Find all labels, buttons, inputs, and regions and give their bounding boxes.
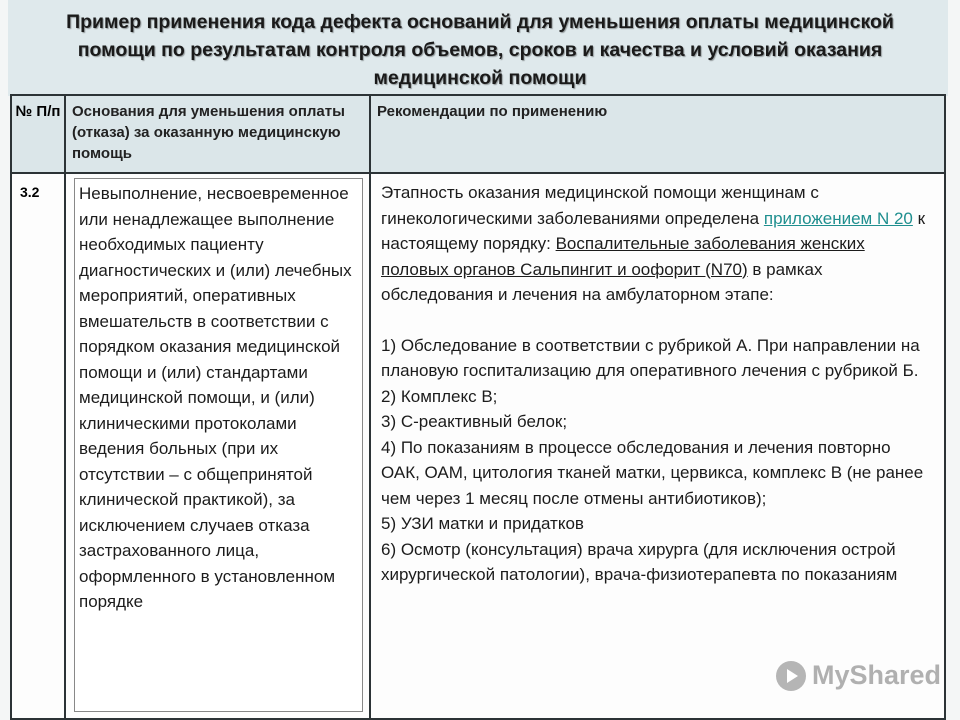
basis-text-box: [74, 178, 363, 712]
paragraph-gap: [381, 308, 934, 333]
basis-text: Невыполнение, несвоевременное или ненадлежащее выполнение необходимых пациенту диагностических и (или) лечебных мероприятий, оперативных вмешательств в соответствии с порядком оказания медицинской помощи и (или) стандартами медицинской помощи, и (или) клиническими протоколами ведения больных (при их отсутствии – с общепринятой клинической практикой), за исключением случаев отказа застрахованного лица, оформленного в установленном порядке: [79, 184, 352, 611]
defect-table: [10, 94, 946, 720]
watermark-text: MyShared: [812, 660, 942, 690]
row-recommendations-cell: [370, 173, 945, 719]
play-icon: [776, 661, 806, 691]
header-num-label: № П/п: [15, 103, 61, 120]
list-item: 6) Осмотр (консультация) врача хирурга (для исключения острой хирургической патологии), врача-физиотерапевта по показаниям: [381, 539, 898, 584]
row-code-cell: [11, 173, 65, 719]
header-recommendations-label: Рекомендации по применению: [377, 103, 608, 120]
rec-after-underlined: в рамках обследования и лечения на амбулаторном этапе:: [381, 259, 823, 304]
table-header-row: [11, 95, 945, 173]
recommendations-text: [377, 178, 938, 588]
list-item: 5) УЗИ матки и придатков: [381, 514, 584, 533]
list-item: 1) Обследование в соответствии с рубрикой А. При направлении на плановую госпитализацию для оперативного лечения с рубрикой Б.: [381, 335, 920, 380]
rec-after-link: к настоящему порядку:: [381, 208, 926, 253]
slide-title: Пример применения кода дефекта оснований для уменьшения оплаты медицинской помощи по результатам контроля объемов, сроков и качества и условий оказания медицинской помощи: [66, 11, 894, 89]
header-cell-recommendations: [370, 95, 945, 173]
rec-intro-paragraph: [381, 180, 934, 308]
list-item: 3) С-реактивный белок;: [381, 412, 568, 431]
diagnosis-heading: Воспалительные заболевания женских половых органов Сальпингит и оофорит (N70): [381, 234, 865, 279]
rec-intro: Этапность оказания медицинской помощи женщинам с гинекологическими заболеваниями определена: [381, 183, 819, 228]
header-cell-num: [11, 95, 65, 173]
table-row: [11, 173, 945, 719]
list-item: 2) Комплекс В;: [381, 386, 498, 406]
list-item: 4) По показаниям в процессе обследования и лечения повторно ОАК, ОАМ, цитология тканей матки, цервикса, комплекс В (не ранее чем через 1 месяц после отмены антибиотиков);: [381, 437, 924, 508]
header-basis-label: Основания для уменьшения оплаты (отказа) за оказанную медицинскую помощь: [72, 103, 345, 162]
appendix-link[interactable]: приложением N 20: [763, 208, 913, 228]
recommendations-box: [377, 178, 938, 588]
watermark: [776, 660, 941, 691]
row-code: 3.2: [20, 184, 40, 200]
row-basis-cell: [65, 173, 370, 719]
header-cell-basis: [65, 95, 370, 173]
